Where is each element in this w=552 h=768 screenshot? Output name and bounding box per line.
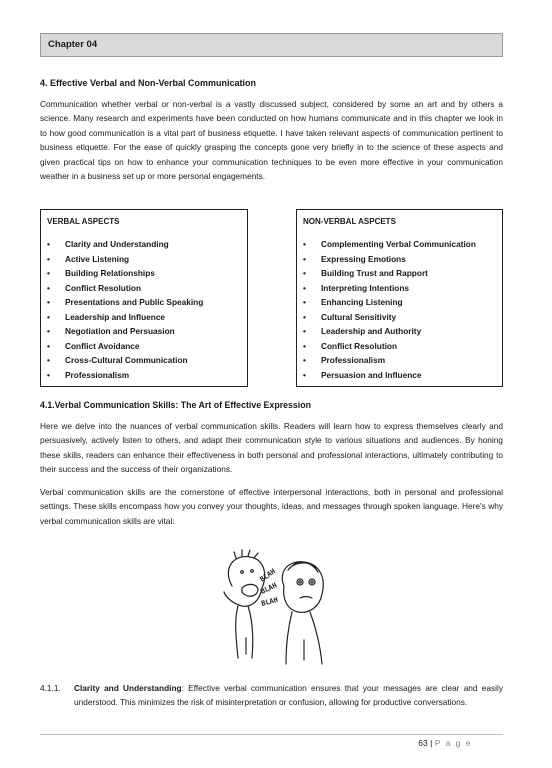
non-verbal-aspects-title: NON-VERBAL ASPCETS: [303, 217, 396, 226]
list-item: • Cultural Sensitivity: [303, 310, 476, 325]
list-item: • Conflict Resolution: [47, 281, 203, 296]
non-verbal-aspects-box: [296, 209, 503, 387]
list-item: • Complementing Verbal Communication: [303, 237, 476, 252]
page-label: P a g e: [434, 738, 472, 748]
subsection-heading: 4.1.Verbal Communication Skills: The Art of Effective Expression: [40, 400, 311, 410]
chapter-label: Chapter 04: [48, 39, 98, 50]
verbal-aspects-title: VERBAL ASPECTS: [47, 217, 120, 226]
paragraph-2: Here we delve into the nuances of verbal communication skills. Readers will learn how to express themselves clearly and persuasively, actively listen to others, and adapt their communication style to various situations and audiences. By honing these skills, readers can enhance their effectiveness in both personal and professional interactions, ultimately contributing to their success and the success of their organizations.: [40, 421, 503, 475]
list-item: • Conflict Avoidance: [47, 339, 203, 354]
list-item: • Persuasion and Influence: [303, 368, 476, 383]
item-number: 4.1.1.: [40, 683, 61, 693]
blah-text: BLAH: [260, 595, 279, 608]
non-verbal-aspects-list: [303, 237, 476, 382]
chapter-header-bar: [40, 33, 503, 57]
list-item: • Interpreting Intentions: [303, 281, 476, 296]
list-item: • Conflict Resolution: [303, 339, 476, 354]
list-item: • Presentations and Public Speaking: [47, 295, 203, 310]
intro-paragraph: Communication whether verbal or non-verbal is a vastly discussed subject, considered by some an art and by others a science. Many research and experiments have been conducted on how humans communicate and in this chapter we look in to how good communication is a vital part of business etiquette. I have taken relevant aspects of communication pertinent to business etiquette. For the ease of quickly grasping the concepts gone very briefly in to the science of these aspects and given practical tips on how to enhance your communication techniques to be even more effective in your communication weather in a business set up or more personal engagements.: [40, 99, 503, 182]
verbal-aspects-box: [40, 209, 248, 387]
list-item: • Professionalism: [303, 353, 476, 368]
item-term: Clarity and Understanding: [74, 683, 182, 693]
blah-text: BLAH: [258, 567, 277, 584]
talking-people-illustration: [212, 548, 342, 678]
list-item: • Building Relationships: [47, 266, 203, 281]
list-item: • Enhancing Listening: [303, 295, 476, 310]
list-item: • Professionalism: [47, 368, 203, 383]
item-text: [74, 681, 503, 709]
blah-text: BLAH: [259, 581, 279, 596]
footer-divider: [40, 734, 503, 735]
page-footer: [418, 738, 472, 748]
section-heading: 4. Effective Verbal and Non-Verbal Communication: [40, 78, 257, 88]
list-item: • Clarity and Understanding: [47, 237, 203, 252]
list-item: • Building Trust and Rapport: [303, 266, 476, 281]
footer-separator: |: [430, 738, 433, 748]
list-item: • Leadership and Influence: [47, 310, 203, 325]
page-number: 63: [418, 738, 428, 748]
list-item: • Leadership and Authority: [303, 324, 476, 339]
list-item: • Negotiation and Persuasion: [47, 324, 203, 339]
list-item: • Expressing Emotions: [303, 252, 476, 267]
paragraph-3: Verbal communication skills are the cornerstone of effective interpersonal interactions, both in personal and professional settings. These skills encompass how you convey your thoughts, ideas, and messages through spoken language. Here's why verbal communication skills are vital:: [40, 487, 503, 526]
list-item: • Active Listening: [47, 252, 203, 267]
verbal-aspects-list: [47, 237, 203, 382]
list-item: • Cross-Cultural Communication: [47, 353, 203, 368]
item-body: : Effective verbal communication ensures that your messages are clear and easily understood. This minimizes the risk of misinterpretation or confusion, allowing for productive conversations.: [74, 683, 503, 708]
